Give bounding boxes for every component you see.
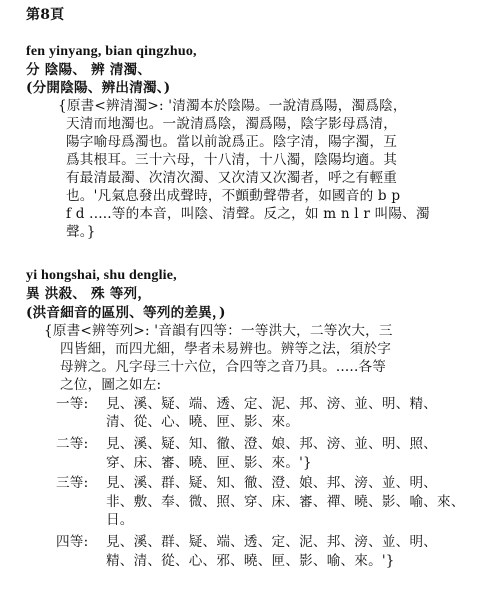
grade-initials-line: 非、敷、奉、微、照、穿、床、審、禪、曉、影、喻、來、 xyxy=(106,494,465,510)
entry-1-quote-line: 有最清最濁、次清次濁、又次清又次濁者，呼之有輕重 xyxy=(66,170,398,186)
entry-1-gloss: (分開陰陽、辨出清濁、) xyxy=(26,80,171,96)
entry-1-quote-line: 天清而地濁也。一說清爲陰，濁爲陽，陰字影母爲清， xyxy=(66,116,398,132)
entry-1-quote-line: {原書<辨清濁>: '清濁本於陰陽。一說清爲陽，濁爲陰， xyxy=(58,98,407,114)
grade-initials-line: 見、溪、群、疑、知、徹、澄、娘、邦、滂、並、明、 xyxy=(106,475,438,491)
entry-2-quote-line: 四皆細，而四尤細，學者未易辨也。辨等之法，須於字 xyxy=(60,341,392,357)
grade-initials-line: 見、溪、群、疑、端、透、定、泥、邦、滂、並、明、 xyxy=(106,534,438,550)
page-label: 第8頁 xyxy=(26,7,65,23)
grade-initials-line: 精、清、從、心、邪、曉、匣、影、喻、來。'} xyxy=(106,553,395,569)
grade-initials-line: 日。 xyxy=(106,512,134,528)
grade-initials-line: 清、從、心、曉、匣、影、來。 xyxy=(106,414,300,430)
entry-2-quote-line: 之位，圖之如左: xyxy=(60,377,162,393)
entry-2-quote-line: {原書<辨等列>: '音韻有四等：一等洪大，二等次大，三 xyxy=(44,323,393,339)
grade-initials-line: 見、溪、疑、知、徹、澄、娘、邦、滂、並、明、照、 xyxy=(106,436,438,452)
grade-label: 二等: xyxy=(56,436,89,452)
entry-1-romanization: fen yinyang, bian qingzhuo, xyxy=(26,44,197,59)
grade-label: 四等: xyxy=(56,534,89,550)
entry-1-quote-line: 聲。} xyxy=(66,224,96,240)
entry-2-romanization: yi hongshai, shu denglie, xyxy=(26,268,177,283)
entry-2-quote-line: 母辨之。凡字母三十六位，合四等之音乃具。.....各等 xyxy=(60,359,387,375)
entry-2-gloss: (洪音細音的區別、等列的差異，) xyxy=(26,305,226,321)
entry-1-quote-line: 爲其根耳。三十六母，十八清，十八濁，陰陽均適。其 xyxy=(66,152,398,168)
grade-initials-line: 見、溪、疑、端、透、定、泥、邦、滂、並、明、精、 xyxy=(106,396,438,412)
entry-2-characters: 異 洪殺、 殊 等列， xyxy=(26,286,152,302)
entry-1-quote-line: 陽字喻母爲濁也。當以前說爲正。陰字清，陽字濁，互 xyxy=(66,134,398,150)
entry-1-quote-line: 也。'凡氣息發出成聲時，不顫動聲帶者，如國音的 b p xyxy=(66,188,401,204)
entry-1-quote-line: f d .....等的本音，叫陰、清聲。反之，如 m n l r 叫陽、濁 xyxy=(66,206,430,222)
grade-label: 一等: xyxy=(56,396,89,412)
entry-1-characters: 分 陰陽、 辨 清濁、 xyxy=(26,62,152,78)
grade-initials-line: 穿、床、審、曉、匣、影、來。'} xyxy=(106,455,312,471)
grade-label: 三等: xyxy=(56,475,89,491)
